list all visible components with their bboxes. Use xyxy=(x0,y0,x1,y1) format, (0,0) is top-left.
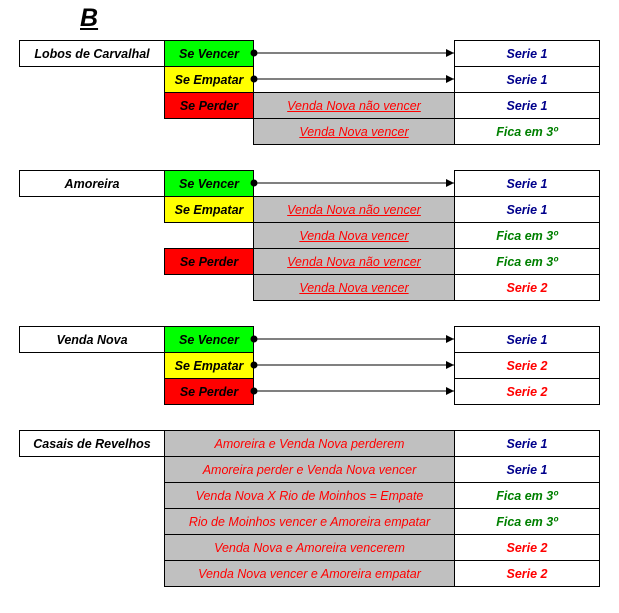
result-cell: Serie 1 xyxy=(454,430,600,457)
condition-se-empatar: Se Empatar xyxy=(164,196,254,223)
scenario-link[interactable]: Venda Nova vencer xyxy=(299,228,409,243)
arrow-connector xyxy=(251,388,455,395)
scenario-cell: Amoreira e Venda Nova perderem xyxy=(164,430,455,457)
scenario-link[interactable]: Venda Nova não vencer xyxy=(287,254,421,269)
team-venda-nova: Venda Nova xyxy=(19,326,165,353)
condition-se-perder: Se Perder xyxy=(164,248,254,275)
scenario-cell xyxy=(253,92,455,119)
result-cell: Serie 1 xyxy=(454,456,600,483)
scenario-cell: Venda Nova X Rio de Moinhos = Empate xyxy=(164,482,455,509)
result-cell: Serie 1 xyxy=(454,92,600,119)
scenario-link[interactable]: Venda Nova vencer xyxy=(299,280,409,295)
condition-se-vencer: Se Vencer xyxy=(164,326,254,353)
scenario-link[interactable]: Venda Nova não vencer xyxy=(287,98,421,113)
scenario-link[interactable]: Venda Nova vencer xyxy=(299,124,409,139)
scenario-cell xyxy=(253,196,455,223)
result-cell: Fica em 3º xyxy=(454,482,600,509)
result-cell: Fica em 3º xyxy=(454,222,600,249)
result-cell: Fica em 3º xyxy=(454,248,600,275)
scenario-link[interactable]: Venda Nova não vencer xyxy=(287,202,421,217)
condition-se-vencer: Se Vencer xyxy=(164,40,254,67)
scenario-cell xyxy=(253,222,455,249)
team-lobos-de-carvalhal: Lobos de Carvalhal xyxy=(19,40,165,67)
condition-se-empatar: Se Empatar xyxy=(164,66,254,93)
result-cell: Serie 1 xyxy=(454,170,600,197)
scenario-cell: Venda Nova vencer e Amoreira empatar xyxy=(164,560,455,587)
result-cell: Fica em 3º xyxy=(454,118,600,145)
result-cell: Fica em 3º xyxy=(454,508,600,535)
condition-se-vencer: Se Vencer xyxy=(164,170,254,197)
result-cell: Serie 2 xyxy=(454,560,600,587)
section-title: B xyxy=(80,4,99,32)
result-cell: Serie 2 xyxy=(454,274,600,301)
arrow-connector xyxy=(251,180,455,187)
result-cell: Serie 1 xyxy=(454,326,600,353)
arrow-connector xyxy=(251,76,455,83)
result-cell: Serie 2 xyxy=(454,534,600,561)
arrow-connector xyxy=(251,362,455,369)
scenario-cell xyxy=(253,248,455,275)
team-casais-de-revelhos: Casais de Revelhos xyxy=(19,430,165,457)
team-amoreira: Amoreira xyxy=(19,170,165,197)
scenario-cell: Venda Nova e Amoreira vencerem xyxy=(164,534,455,561)
arrow-connector xyxy=(251,336,455,343)
condition-se-perder: Se Perder xyxy=(164,92,254,119)
scenario-cell: Rio de Moinhos vencer e Amoreira empatar xyxy=(164,508,455,535)
result-cell: Serie 2 xyxy=(454,352,600,379)
result-cell: Serie 1 xyxy=(454,40,600,67)
result-cell: Serie 1 xyxy=(454,196,600,223)
result-cell: Serie 2 xyxy=(454,378,600,405)
scenario-cell xyxy=(253,118,455,145)
result-cell: Serie 1 xyxy=(454,66,600,93)
condition-se-perder: Se Perder xyxy=(164,378,254,405)
scenario-cell: Amoreira perder e Venda Nova vencer xyxy=(164,456,455,483)
arrow-connector xyxy=(251,50,455,57)
condition-se-empatar: Se Empatar xyxy=(164,352,254,379)
scenario-cell xyxy=(253,274,455,301)
